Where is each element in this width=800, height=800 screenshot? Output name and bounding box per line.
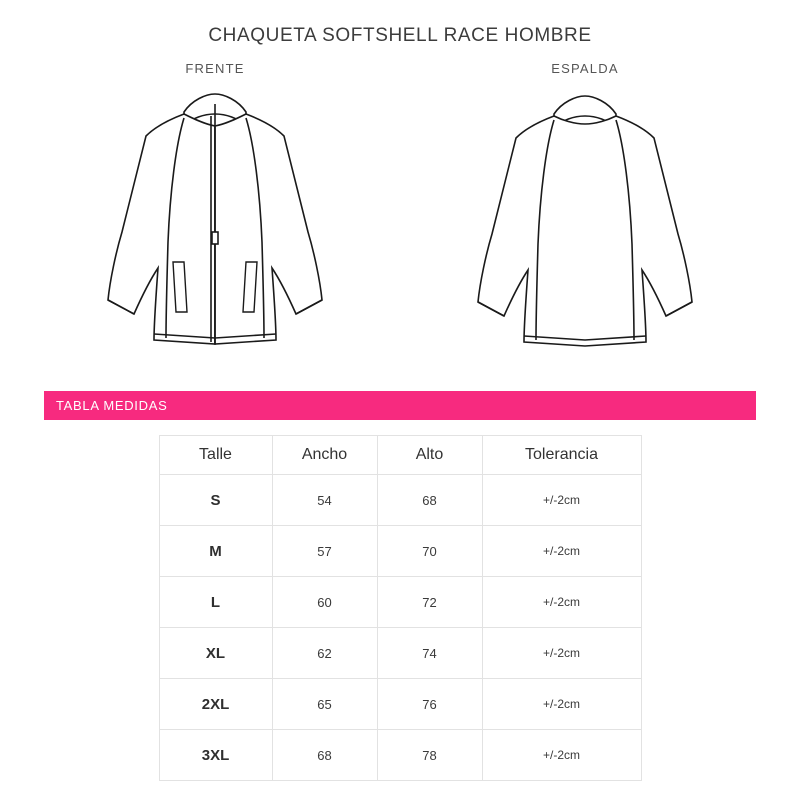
view-front-label: FRENTE: [185, 61, 245, 76]
cell-talle: M: [159, 526, 272, 577]
cell-ancho: 68: [272, 730, 377, 781]
table-row: [159, 577, 641, 628]
table-banner-label: TABLA MEDIDAS: [56, 398, 168, 413]
jacket-front-illustration: [70, 82, 360, 362]
cell-ancho: 57: [272, 526, 377, 577]
table-row: [159, 730, 641, 781]
cell-tolerancia: +/-2cm: [482, 526, 641, 577]
header-ancho: Ancho: [272, 436, 377, 475]
page-title: CHAQUETA SOFTSHELL RACE HOMBRE: [208, 25, 592, 46]
cell-alto: 72: [377, 577, 482, 628]
cell-talle: XL: [159, 628, 272, 679]
cell-alto: 70: [377, 526, 482, 577]
size-table-container: [0, 435, 800, 781]
cell-talle: S: [159, 475, 272, 526]
cell-ancho: 65: [272, 679, 377, 730]
cell-alto: 74: [377, 628, 482, 679]
table-banner: [44, 391, 756, 420]
cell-alto: 68: [377, 475, 482, 526]
cell-tolerancia: +/-2cm: [482, 679, 641, 730]
header-alto: Alto: [377, 436, 482, 475]
cell-ancho: 60: [272, 577, 377, 628]
table-row: [159, 628, 641, 679]
view-back: [440, 61, 730, 362]
cell-tolerancia: +/-2cm: [482, 628, 641, 679]
cell-tolerancia: +/-2cm: [482, 730, 641, 781]
table-row: [159, 526, 641, 577]
view-front: [70, 61, 360, 362]
view-back-label: ESPALDA: [551, 61, 619, 76]
cell-ancho: 62: [272, 628, 377, 679]
header-talle: Talle: [159, 436, 272, 475]
cell-tolerancia: +/-2cm: [482, 475, 641, 526]
product-illustrations: [0, 61, 800, 362]
table-header-row: [159, 436, 641, 475]
cell-alto: 78: [377, 730, 482, 781]
cell-ancho: 54: [272, 475, 377, 526]
table-row: [159, 679, 641, 730]
cell-tolerancia: +/-2cm: [482, 577, 641, 628]
cell-alto: 76: [377, 679, 482, 730]
header-tolerancia: Tolerancia: [482, 436, 641, 475]
jacket-back-illustration: [440, 82, 730, 362]
cell-talle: L: [159, 577, 272, 628]
table-row: [159, 475, 641, 526]
cell-talle: 2XL: [159, 679, 272, 730]
size-table: [159, 435, 642, 781]
cell-talle: 3XL: [159, 730, 272, 781]
